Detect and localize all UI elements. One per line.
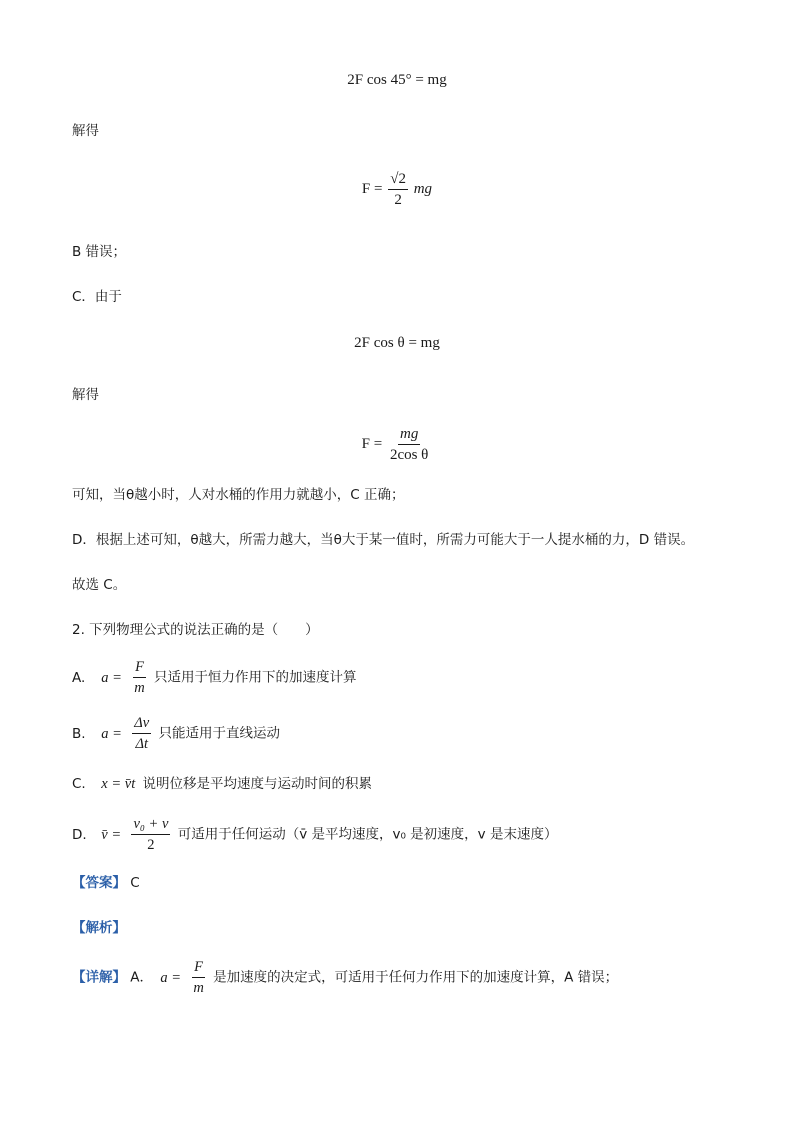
eq-rhs: mg xyxy=(413,180,433,197)
denominator: 2cos θ xyxy=(389,447,429,463)
denominator: 2 xyxy=(147,837,155,853)
denominator: 2 xyxy=(394,192,402,208)
b-wrong-text: B 错误； xyxy=(72,244,127,260)
option-label: B. xyxy=(72,725,86,742)
fraction xyxy=(388,425,430,464)
fraction xyxy=(388,170,408,209)
answer-label: 【答案】 xyxy=(72,875,126,891)
option-label: C. xyxy=(72,776,86,792)
option-formula-lhs: a = xyxy=(101,725,122,742)
option-fraction xyxy=(132,658,146,697)
numerator: v₀ + v xyxy=(131,815,170,835)
option-formula-lhs: v̄ = xyxy=(101,826,122,843)
numerator: √2 xyxy=(388,170,408,190)
option-formula: x = v̄t xyxy=(101,776,136,792)
option-formula-lhs: a = xyxy=(101,669,122,686)
option-fraction xyxy=(132,714,151,753)
option-label: D. xyxy=(72,826,87,843)
detail-line xyxy=(72,958,618,997)
option-text: 说明位移是平均速度与运动时间的积累 xyxy=(142,776,373,792)
answer-value: C xyxy=(130,875,140,891)
answer-line xyxy=(72,874,140,892)
detail-label: 【详解】 xyxy=(72,969,126,986)
equation-text: 2F cos 45° = mg xyxy=(347,72,447,88)
option-fraction xyxy=(131,815,170,854)
question-2-stem: 2. 下列物理公式的说法正确的是（ ） xyxy=(72,622,319,638)
analysis-line xyxy=(72,919,126,937)
denominator: m xyxy=(134,680,145,696)
denominator: m xyxy=(193,980,204,996)
equation-2fcos-theta xyxy=(0,335,794,352)
d-explanation-text: D．根据上述可知，θ越大，所需力越大，当θ大于某一值时，所需力可能大于一人提水桶的力，D 错误。 xyxy=(72,532,695,548)
solve-label-2: 解得 xyxy=(72,387,99,403)
eq-lhs: F = xyxy=(361,435,383,452)
option-label: A. xyxy=(72,669,86,686)
equation-f-mg-over-2costheta xyxy=(0,425,794,464)
option-b xyxy=(72,714,280,753)
option-d xyxy=(72,815,557,854)
choose-c-text: 故选 C。 xyxy=(72,577,127,593)
eq-lhs: F = xyxy=(361,180,383,197)
detail-prefix: A． xyxy=(130,969,154,986)
numerator: Δv xyxy=(132,714,151,734)
option-c xyxy=(72,775,372,793)
numerator: F xyxy=(192,958,205,978)
c-since-text: C．由于 xyxy=(72,289,122,305)
option-text: 只能适用于直线运动 xyxy=(158,725,281,742)
detail-fraction xyxy=(191,958,205,997)
equation-f-sqrt2-mg xyxy=(0,170,794,209)
detail-text: 是加速度的决定式，可适用于任何力作用下的加速度计算，A 错误； xyxy=(213,969,619,986)
denominator: Δt xyxy=(135,736,149,752)
option-text: 可适用于任何运动（v̄ 是平均速度，v₀ 是初速度，v 是末速度） xyxy=(177,826,558,843)
c-conclusion-text: 可知，当θ越小时，人对水桶的作用力就越小，C 正确； xyxy=(72,487,405,503)
numerator: F xyxy=(133,658,146,678)
option-text: 只适用于恒力作用下的加速度计算 xyxy=(154,669,357,686)
numerator: mg xyxy=(398,425,420,445)
solve-label-1: 解得 xyxy=(72,123,99,139)
detail-formula-lhs: a = xyxy=(160,969,182,986)
equation-2fcos45 xyxy=(0,72,794,89)
analysis-label: 【解析】 xyxy=(72,920,126,936)
equation-text: 2F cos θ = mg xyxy=(354,335,440,351)
option-a xyxy=(72,658,357,697)
